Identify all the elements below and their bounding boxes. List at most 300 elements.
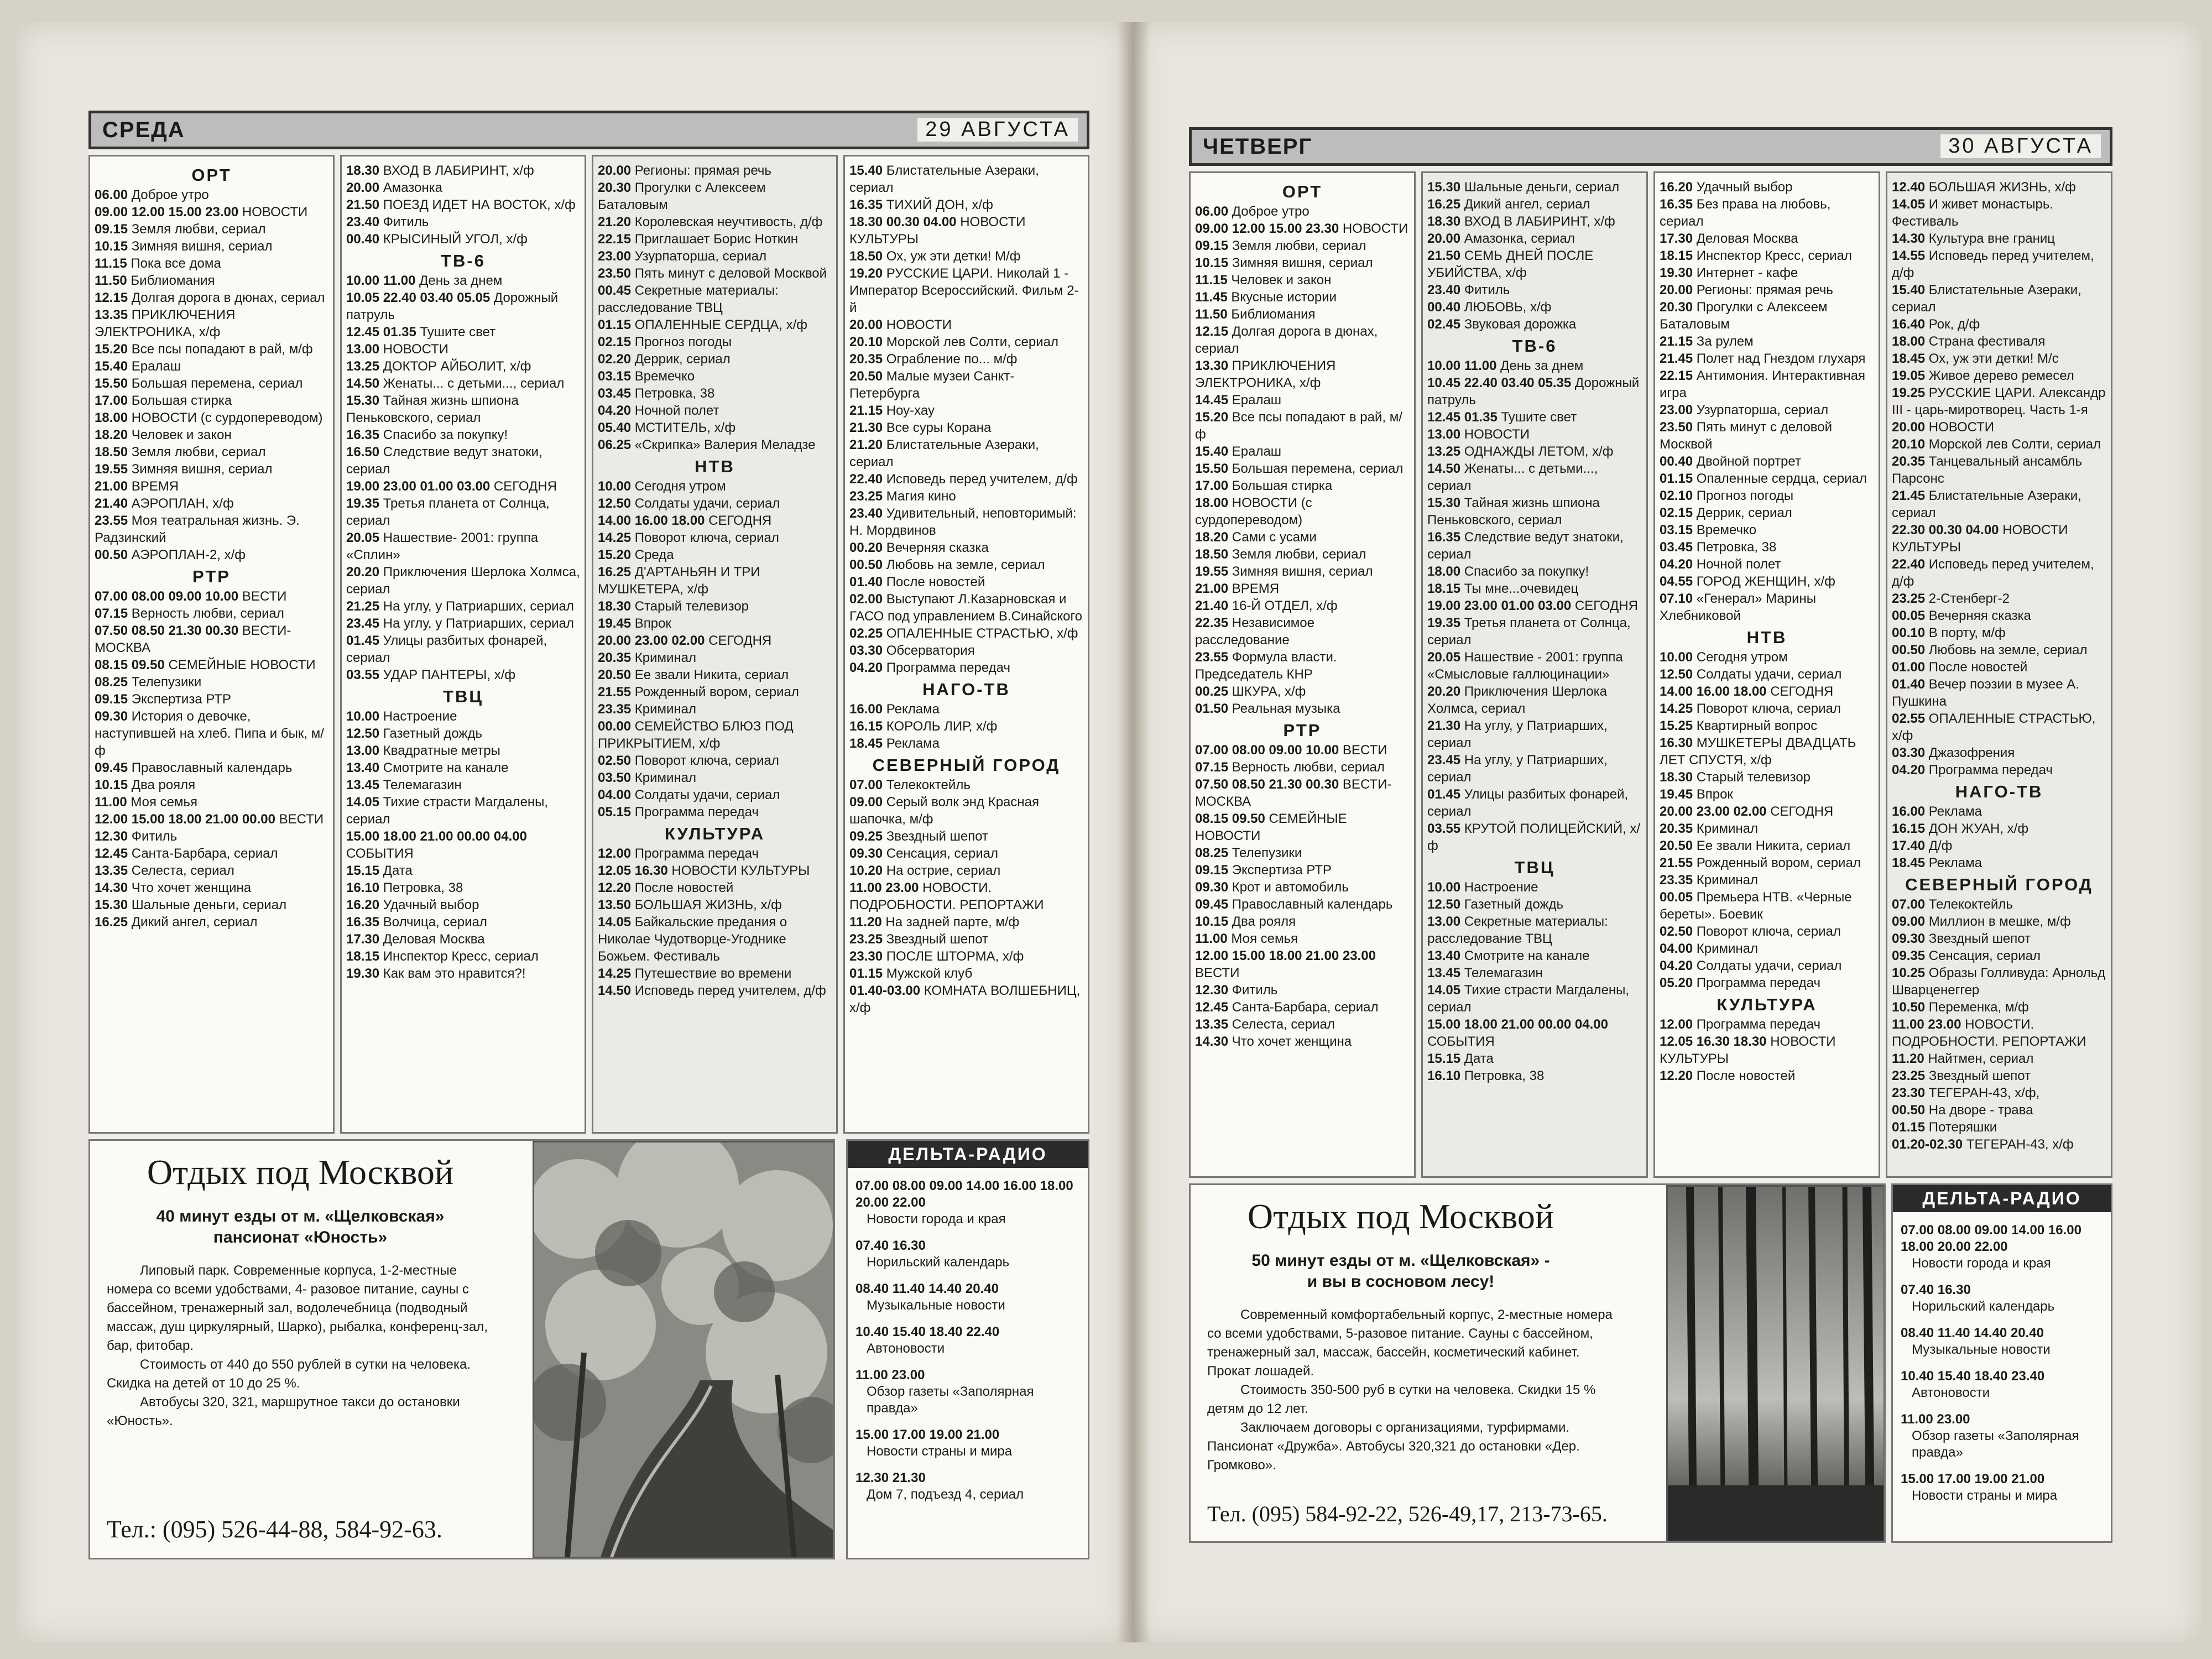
program-time: 05.20 (1660, 975, 1693, 990)
program-time: 16.10 (346, 880, 380, 895)
program-time: 13.40 (346, 760, 380, 775)
program-title: Программа передач (1696, 1017, 1820, 1032)
program-time: 18.30 (1660, 770, 1693, 785)
program-title: Фитиль (1464, 283, 1510, 298)
program-entry (598, 248, 832, 265)
program-time: 12.00 15.00 18.00 21.00 00.00 (95, 812, 275, 827)
program-time: 04.20 (849, 660, 883, 675)
program-entry (346, 289, 580, 324)
program-entry (1660, 196, 1874, 230)
radio-title: Автоновости (867, 1341, 945, 1356)
program-entry (1660, 470, 1874, 487)
program-title: Антимония. Интерактивная игра (1660, 368, 1866, 400)
program-entry (1892, 607, 2106, 624)
program-entry (1892, 1136, 2106, 1153)
program-title: Сегодня утром (1696, 650, 1788, 665)
program-title: Тайная жизнь шпиона Пеньковского, сериал (346, 393, 519, 425)
program-time: 15.40 (1195, 444, 1229, 459)
program-time: 16.40 (1892, 317, 1926, 332)
program-time: 17.40 (1892, 838, 1926, 853)
program-entry (849, 316, 1083, 333)
program-entry (1427, 179, 1642, 196)
program-entry (1195, 947, 1410, 982)
program-entry (346, 862, 580, 879)
program-entry (1427, 649, 1642, 683)
program-entry (1427, 879, 1642, 896)
program-title: КОМНАТА ВОЛШЕБНИЦ, х/ф (849, 983, 1081, 1015)
program-time: 00.40 (1427, 300, 1461, 315)
program-time: 19.05 (1892, 368, 1926, 383)
program-title: Большая стирка (1232, 478, 1333, 493)
ad-phone: Тел. (095) 584-92-22, 526-49,17, 213-73-65. (1207, 1501, 1608, 1526)
program-entry (95, 255, 328, 272)
program-title: Образы Голливуда: Арнольд Шварценеггер (1892, 966, 2106, 998)
program-time: 20.35 (849, 352, 883, 367)
program-time: 04.20 (1660, 958, 1693, 973)
program-entry (1892, 624, 2106, 641)
radio-title: Обзор газеты «Заполярная правда» (867, 1384, 1034, 1416)
program-title: Живое дерево ремесел (1928, 368, 2074, 383)
radio-title: Новости города и края (1912, 1256, 2051, 1271)
program-entry (598, 879, 832, 896)
program-title: СОБЫТИЯ (346, 846, 414, 861)
program-time: 11.50 (95, 273, 127, 288)
program-entry (1427, 299, 1642, 316)
program-entry (598, 615, 832, 632)
program-title: ПОЕЗД ИДЕТ НА ВОСТОК, х/ф (383, 197, 576, 212)
program-entry (95, 674, 328, 691)
program-time: 02.55 (1892, 711, 1926, 726)
program-title: Настроение (1464, 880, 1538, 895)
program-title: НОВОСТИ (242, 205, 308, 220)
program-entry (1427, 982, 1642, 1016)
forest-photo (1666, 1185, 1885, 1542)
program-entry (1195, 323, 1410, 357)
program-time: 14.25 (598, 966, 632, 981)
program-entry (346, 162, 580, 179)
program-entry (1660, 974, 1874, 992)
radio-time: 10.40 15.40 18.40 23.40 (1901, 1369, 2045, 1384)
radio-title: ДЕЛЬТА-РАДИО (848, 1141, 1088, 1168)
ad-phone: Тел.: (095) 526-44-88, 584-92-63. (107, 1516, 442, 1543)
program-entry (346, 708, 580, 725)
program-title: ГОРОД ЖЕНЩИН, х/ф (1696, 574, 1835, 589)
program-title: Королевская неучтивость, д/ф (634, 215, 823, 229)
program-entry (598, 564, 832, 598)
radio-time: 11.00 23.00 (1901, 1412, 1970, 1427)
radio-title: Новости страны и мира (1912, 1488, 2058, 1503)
program-time: 15.40 (95, 359, 128, 374)
program-entry (1660, 717, 1874, 734)
program-entry (95, 656, 328, 674)
program-title: Большая перемена, сериал (131, 376, 303, 391)
program-entry (95, 341, 328, 358)
program-entry (95, 622, 328, 656)
program-time: 21.40 (1195, 598, 1229, 613)
program-time: 07.15 (95, 606, 128, 621)
program-time: 23.45 (346, 616, 380, 631)
program-entry (95, 221, 328, 238)
program-title: Выступают Л.Казарновская и ГАСО под управлением В.Синайского (849, 592, 1083, 624)
program-title: Долгая дорога в дюнах, сериал (1195, 324, 1378, 356)
radio-time: 15.00 17.00 19.00 21.00 (855, 1427, 1000, 1442)
program-entry (849, 402, 1083, 419)
program-time: 15.20 (95, 342, 128, 357)
program-title: Большая перемена, сериал (1232, 461, 1404, 476)
program-time: 11.00 23.00 (1892, 1017, 1961, 1032)
program-entry (1195, 930, 1410, 947)
program-title: Земля любви, сериал (1232, 547, 1366, 562)
program-time: 12.30 (95, 829, 128, 844)
program-time: 21.30 (849, 420, 883, 435)
program-entry (1195, 614, 1410, 649)
page-fold (1117, 22, 1150, 1642)
radio-entry (1893, 1471, 2111, 1504)
program-time: 11.45 (1195, 290, 1228, 305)
program-entry (1892, 247, 2106, 281)
program-time: 16.20 (1660, 180, 1693, 195)
program-entry (1195, 913, 1410, 930)
program-time: 13.50 (598, 898, 632, 912)
channel-heading: СЕВЕРНЫЙ ГОРОД (1905, 875, 2093, 894)
program-title: Сенсация, сериал (1928, 948, 2041, 963)
program-entry (1892, 820, 2106, 837)
program-title: Регионы: прямая речь (634, 163, 771, 178)
program-time: 20.00 (849, 317, 883, 332)
program-title: 16-Й ОТДЕЛ, х/ф (1232, 598, 1338, 613)
program-title: СЕМЕЙСТВО БЛЮЗ ПОД ПРИКРЫТИЕМ, х/ф (598, 719, 794, 751)
program-time: 07.00 08.00 09.00 10.00 (1195, 743, 1339, 758)
program-time: 15.00 18.00 21.00 00.00 04.00 (346, 829, 527, 844)
program-entry (849, 351, 1083, 368)
program-title: Третья планета от Солнца, сериал (1427, 615, 1631, 648)
program-entry (1195, 203, 1410, 220)
program-entry (598, 546, 832, 564)
schedule-columns (1189, 171, 2112, 1178)
channel-heading: ТВЦ (443, 687, 483, 706)
program-entry (1427, 316, 1642, 333)
program-title: Доброе утро (131, 187, 209, 202)
program-time: 21.15 (1660, 334, 1693, 349)
program-title: Байкальские предания о Николае Чудотворце-Угоднике Божьем. Фестиваль (598, 915, 787, 964)
program-time: 21.45 (1892, 488, 1926, 503)
program-title: Программа передач (1696, 975, 1820, 990)
program-time: 15.40 (849, 163, 883, 178)
program-entry (1660, 769, 1874, 786)
program-title: НОВОСТИ (с сурдопереводом) (1195, 495, 1312, 528)
program-title: Программа передач (886, 660, 1010, 675)
program-time: 03.45 (598, 386, 632, 401)
program-time: 19.00 23.00 01.00 03.00 (346, 479, 491, 494)
program-title: ТЕГЕРАН-43, х/ф, (1928, 1086, 2040, 1100)
program-time: 23.40 (849, 506, 883, 521)
ad-subtitle (90, 1206, 510, 1248)
program-title: Деловая Москва (1696, 231, 1798, 246)
program-time: 14.25 (1660, 701, 1693, 716)
program-entry (1892, 1084, 2106, 1102)
program-time: 02.50 (1660, 924, 1693, 939)
program-title: Экспертиза РТР (1232, 863, 1332, 878)
program-title: Верность любви, сериал (131, 606, 284, 621)
program-entry (1195, 460, 1410, 477)
program-entry (1660, 683, 1874, 700)
program-title: КОРОЛЬ ЛИР, х/ф (886, 719, 998, 734)
program-entry (1660, 504, 1874, 521)
program-title: Морской лев Солти, сериал (886, 335, 1058, 349)
program-entry (1660, 367, 1874, 401)
program-title: АЭРОПЛАН, х/ф (131, 496, 234, 511)
program-title: Тушите свет (420, 325, 496, 340)
program-entry (1660, 453, 1874, 470)
program-entry (95, 238, 328, 255)
program-title: Вкусные истории (1231, 290, 1337, 305)
program-entry (1892, 419, 2106, 436)
program-title: ПОСЛЕ ШТОРМА, х/ф (886, 949, 1024, 964)
program-entry (346, 879, 580, 896)
program-title: Настроение (383, 709, 457, 724)
program-title: Селеста, сериал (131, 863, 234, 878)
program-title: Солдаты удачи, сериал (634, 496, 780, 511)
program-entry (346, 341, 580, 358)
program-time: 23.50 (1660, 420, 1693, 435)
program-title: Ты мне...очевидец (1464, 581, 1579, 596)
program-title: Рожденный вором, сериал (1696, 855, 1861, 870)
program-time: 12.05 16.30 18.30 (1660, 1034, 1767, 1049)
program-title: Страна фестиваля (1928, 334, 2046, 349)
program-entry (1892, 1067, 2106, 1084)
program-title: Реклама (1928, 804, 1983, 819)
program-time: 09.15 (1195, 238, 1229, 253)
program-title: Крот и автомобиль (1232, 880, 1349, 895)
program-title: Фитиль (1232, 983, 1278, 998)
program-title: Амазонка, сериал (1464, 231, 1575, 246)
program-time: 09.15 (95, 692, 128, 707)
program-time: 18.30 (598, 599, 632, 614)
program-entry (1427, 529, 1642, 563)
program-title: Малые музеи Санкт-Петербурга (849, 369, 1015, 401)
program-entry (1427, 1067, 1642, 1084)
program-entry (598, 265, 832, 282)
program-title: Блистательные Азераки, сериал (1892, 283, 2081, 315)
program-title: В порту, м/ф (1928, 625, 2006, 640)
program-title: Криминал (634, 770, 696, 785)
program-time: 18.30 (1427, 214, 1461, 229)
program-time: 20.50 (849, 369, 883, 384)
program-title: На дворе - трава (1928, 1103, 2033, 1118)
program-title: Православный календарь (131, 760, 293, 775)
program-title: Улицы разбитых фонарей, сериал (1427, 787, 1629, 819)
program-time: 07.00 08.00 09.00 10.00 (95, 589, 239, 604)
ad-title: Отдых под Москвой (1247, 1197, 1554, 1236)
program-time: 00.10 (1892, 625, 1926, 640)
program-time: 00.00 (598, 719, 632, 734)
program-title: Любовь на земле, сериал (886, 557, 1045, 572)
program-entry (849, 505, 1083, 539)
program-title: Вечерняя сказка (886, 540, 989, 555)
program-entry (1660, 649, 1874, 666)
program-time: 14.05 (1427, 983, 1461, 998)
program-title: Что хочет женщина (1232, 1034, 1352, 1049)
program-time: 23.55 (1195, 650, 1229, 665)
program-time: 17.00 (1195, 478, 1229, 493)
channel-heading: РТР (192, 567, 231, 586)
program-title: Библиомания (131, 273, 215, 288)
radio-time: 07.40 16.30 (1901, 1282, 1971, 1297)
program-title: Исповедь перед учителем, д/ф (1892, 248, 2094, 280)
program-entry (1892, 744, 2106, 761)
program-time: 03.30 (1892, 745, 1926, 760)
program-title: Смотрите на канале (383, 760, 509, 775)
radio-entry (848, 1324, 1088, 1357)
program-entry (1195, 759, 1410, 776)
program-entry (1660, 419, 1874, 453)
program-title: Программа передач (634, 805, 759, 820)
program-time: 15.50 (95, 376, 128, 391)
schedule-column (1189, 171, 1416, 1178)
program-time: 18.30 00.30 04.00 (849, 215, 957, 229)
channel-heading: СЕВЕРНЫЙ ГОРОД (872, 755, 1061, 775)
program-entry (1660, 940, 1874, 957)
program-time: 01.15 (1660, 471, 1693, 486)
program-title: Зимняя вишня, сериал (131, 462, 273, 477)
program-time: 16.50 (346, 445, 380, 460)
program-title: Д/ф (1928, 838, 1953, 853)
program-entry (1892, 590, 2106, 607)
program-time: 12.50 (598, 496, 632, 511)
program-entry (849, 419, 1083, 436)
program-entry (1892, 676, 2106, 710)
program-entry (1660, 872, 1874, 889)
program-entry (1195, 649, 1410, 683)
program-title: Петровка, 38 (383, 880, 463, 895)
program-time: 20.35 (1892, 454, 1926, 469)
program-title: Сами с усами (1232, 530, 1317, 545)
program-entry (95, 759, 328, 776)
program-entry (1892, 316, 2106, 333)
program-time: 15.30 (1427, 180, 1461, 195)
ad-text: Липовый парк. Современные корпуса, 1-2-местные номера со всеми удобствами, 4- разовое питание, сауны с бассейном, тренажерный зал, водолечебница (подводный массаж, душ циркулярный, Шарко), рыбалка, конференц-зал, бар, фитобар. (107, 1263, 488, 1353)
page-wednesday (88, 111, 1089, 1559)
program-time: 13.45 (1427, 966, 1461, 980)
program-time: 21.45 (1660, 351, 1693, 366)
channel-heading: ТВЦ (1514, 858, 1555, 877)
program-entry (1195, 357, 1410, 392)
program-time: 12.20 (1660, 1068, 1693, 1083)
program-entry (849, 573, 1083, 591)
radio-time: 07.40 16.30 (855, 1238, 926, 1253)
radio-entry (848, 1281, 1088, 1314)
program-entry (1195, 580, 1410, 597)
radio-time: 07.00 08.00 09.00 14.00 16.00 18.00 20.00 22.00 (855, 1178, 1073, 1210)
program-title: Долгая дорога в дюнах, сериал (131, 290, 325, 305)
program-time: 20.00 (1660, 283, 1693, 298)
radio-block (846, 1139, 1089, 1559)
program-time: 15.30 (346, 393, 380, 408)
program-entry (598, 385, 832, 402)
program-entry (95, 605, 328, 622)
park-photo (533, 1141, 834, 1559)
program-title: Реальная музыка (1232, 701, 1340, 716)
ad-price: Стоимость от 440 до 550 рублей в сутки на человека. Скидка на детей от 10 до 25 %. (107, 1357, 471, 1391)
program-entry (1660, 521, 1874, 539)
program-title: Секретные материалы: расследование ТВЦ (1427, 914, 1608, 946)
program-time: 20.00 23.00 02.00 (1660, 804, 1767, 819)
program-time: 20.35 (1660, 821, 1693, 836)
program-title: ВЕСТИ-МОСКВА (95, 623, 291, 655)
program-entry (849, 556, 1083, 573)
ad-subtitle-line: и вы в сосновом лесу! (1307, 1272, 1495, 1291)
program-entry (598, 769, 832, 786)
program-time: 10.20 (849, 863, 883, 878)
program-entry (598, 914, 832, 965)
radio-entry (1893, 1222, 2111, 1272)
program-time: 18.45 (1892, 351, 1926, 366)
radio-time: 15.00 17.00 19.00 21.00 (1901, 1472, 2045, 1486)
program-time: 13.35 (95, 863, 128, 878)
program-time: 09.30 (95, 709, 128, 724)
program-entry (95, 879, 328, 896)
program-title: Телепузики (1232, 846, 1302, 860)
program-time: 21.40 (95, 496, 128, 511)
program-time: 22.15 (598, 232, 632, 247)
program-time: 03.15 (1660, 523, 1693, 538)
radio-block (1891, 1183, 2112, 1543)
program-time: 03.55 (346, 667, 380, 682)
program-title: УДАР ПАНТЕРЫ, х/ф (383, 667, 516, 682)
program-title: Рок, д/ф (1928, 317, 1980, 332)
program-title: ОПАЛЕННЫЕ СТРАСТЬЮ, х/ф (1892, 711, 2096, 743)
program-title: Исповедь перед учителем, д/ф (634, 983, 826, 998)
program-entry (598, 162, 832, 179)
program-entry (849, 776, 1083, 794)
program-entry (1660, 889, 1874, 923)
program-time: 09.00 12.00 15.00 23.30 (1195, 221, 1339, 236)
program-title: Ее звали Никита, сериал (634, 667, 789, 682)
program-title: Среда (634, 547, 674, 562)
program-entry (1427, 947, 1642, 964)
program-time: 01.45 (346, 633, 380, 648)
program-time: 11.15 (95, 256, 127, 271)
program-entry (849, 625, 1083, 642)
program-title: Спасибо за покупку! (383, 427, 508, 442)
program-time: 07.00 (1892, 897, 1926, 912)
program-time: 00.45 (598, 283, 632, 298)
program-title: СЕГОДНЯ (493, 479, 557, 494)
program-entry (1427, 896, 1642, 913)
program-time: 12.45 (95, 846, 128, 861)
program-entry (1892, 896, 2106, 913)
program-title: Впрок (1696, 787, 1733, 802)
program-entry (346, 358, 580, 375)
program-entry (1892, 384, 2106, 419)
program-title: Удивительный, неповторимый: Н. Мордвинов (849, 506, 1077, 538)
program-time: 16.20 (346, 898, 380, 912)
program-time: 19.30 (346, 966, 380, 981)
program-title: «Скрипка» Валерия Меладзе (634, 437, 816, 452)
program-time: 10.00 (346, 709, 380, 724)
program-entry (1892, 761, 2106, 779)
program-title: Без права на любовь, сериал (1660, 197, 1831, 229)
program-title: Поворот ключа, сериал (1696, 701, 1841, 716)
program-title: После новостей (634, 880, 734, 895)
program-title: Узурпаторша, сериал (1696, 403, 1829, 418)
program-title: Программа передач (634, 846, 759, 861)
program-time: 22.15 (1660, 368, 1693, 383)
program-title: Рожденный вором, сериал (634, 685, 799, 700)
channel-heading: ТВ-6 (441, 251, 486, 270)
program-time: 15.15 (1427, 1051, 1461, 1066)
program-title: ВЕСТИ (242, 589, 287, 604)
